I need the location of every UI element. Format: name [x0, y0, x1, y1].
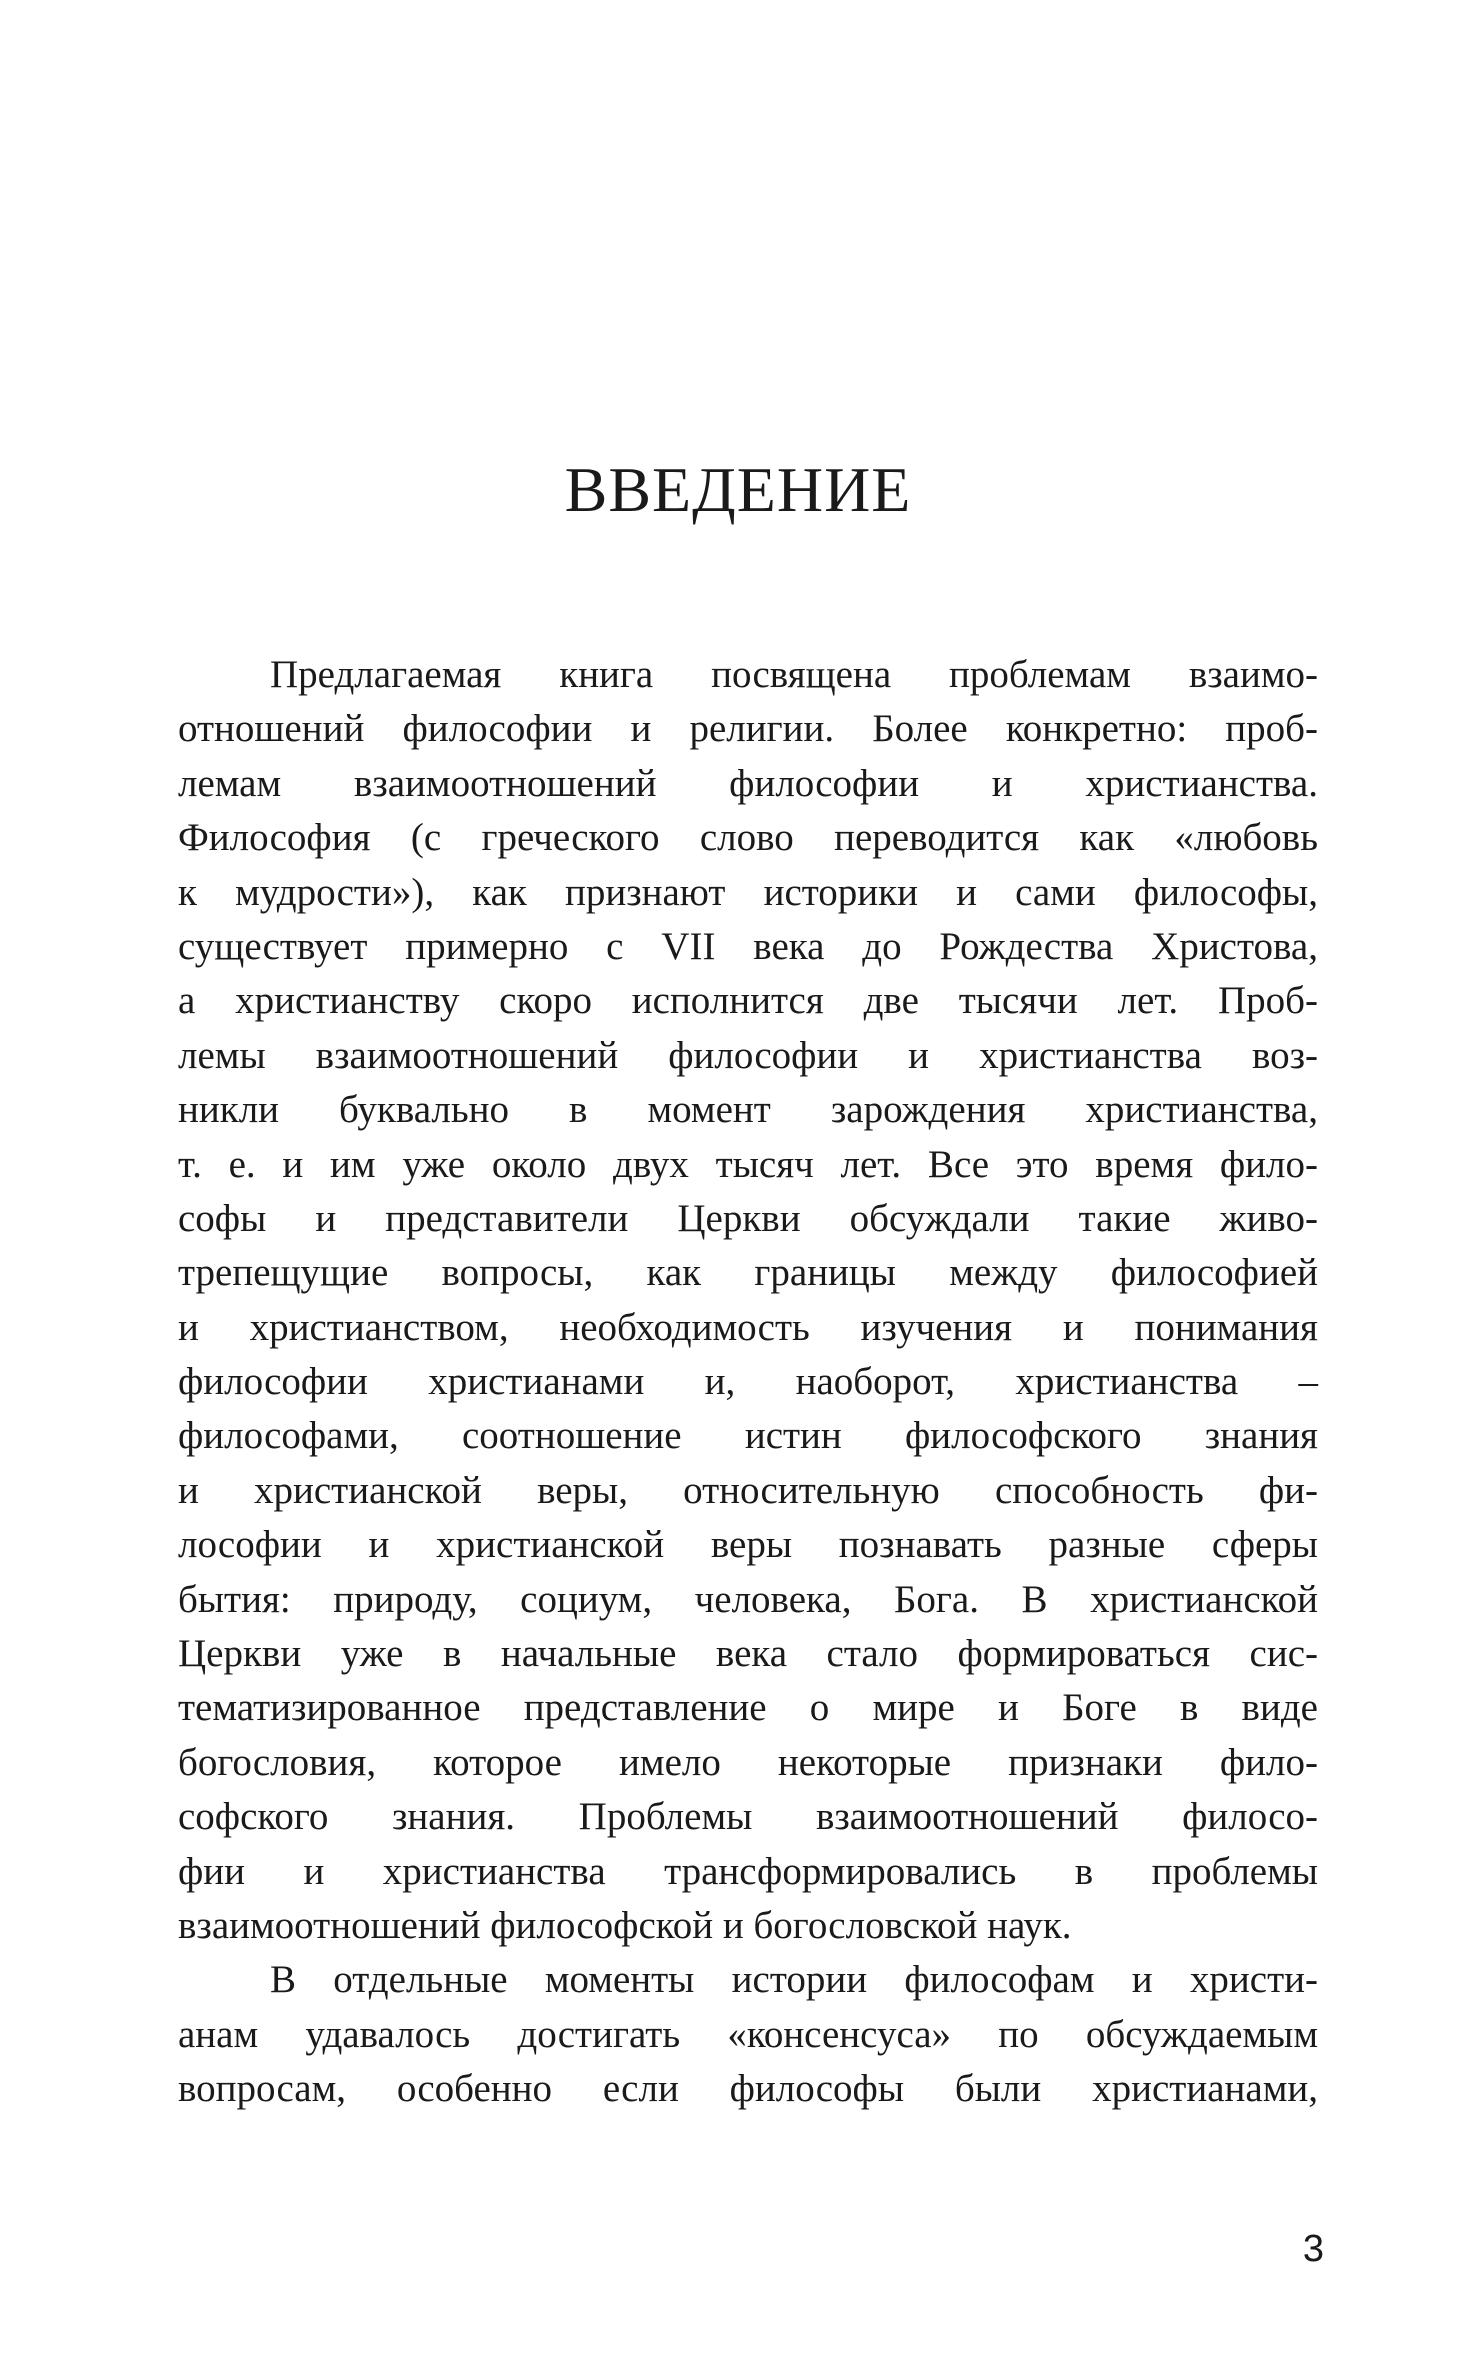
text-line: Предлагаемая книга посвящена проблемам взаимо-: [270, 653, 1318, 696]
text-line: тематизированное представление о мире и Боге в виде: [178, 1686, 1318, 1730]
text-line: взаимоотношений философской и богословской наук.: [178, 1903, 1072, 1947]
text-line: т. е. и им уже около двух тысяч лет. Все это время фило-: [178, 1142, 1318, 1186]
text-line: софского знания. Проблемы взаимоотношений филосо-: [178, 1795, 1318, 1839]
text-line: и христианской веры, относительную способность фи-: [178, 1468, 1318, 1512]
chapter-title: ВВЕДЕНИЕ: [564, 454, 912, 525]
text-line: бытия: природу, социум, человека, Бога. В христианской: [178, 1577, 1318, 1621]
text-line: никли буквально в момент зарождения христианства,: [178, 1088, 1318, 1132]
text-line: философами, соотношение истин философского знания: [178, 1414, 1318, 1458]
text-line: вопросам, особенно если философы были христианами,: [178, 2067, 1318, 2111]
text-line: и христианством, необходимость изучения и понимания: [178, 1305, 1318, 1349]
text-line: софы и представители Церкви обсуждали такие живо-: [178, 1196, 1318, 1240]
text-line: а христианству скоро исполнится две тысячи лет. Проб-: [178, 979, 1318, 1023]
text-line: фии и христианства трансформировались в проблемы: [178, 1849, 1318, 1893]
text-line: существует примерно с VII века до Рождества Христова,: [178, 924, 1318, 968]
text-line: трепещущие вопросы, как границы между философией: [178, 1251, 1318, 1295]
text-line: лемам взаимоотношений философии и христианства.: [178, 761, 1318, 805]
text-line: лемы взаимоотношений философии и христианства воз-: [178, 1033, 1318, 1077]
text-line: к мудрости»), как признают историки и сами философы,: [178, 870, 1318, 914]
text-line: Церкви уже в начальные века стало формироваться сис-: [178, 1632, 1318, 1676]
text-line: богословия, которое имело некоторые признаки фило-: [178, 1740, 1318, 1784]
text-line: лософии и христианской веры познавать разные сферы: [178, 1523, 1318, 1567]
text-line: отношений философии и религии. Более конкретно: проб-: [178, 707, 1318, 751]
text-line: анам удавалось достигать «консенсуса» по обсуждаемым: [178, 2012, 1318, 2056]
text-line: Философия (с греческого слово переводится как «любовь: [178, 816, 1318, 860]
page-number: 3: [1302, 2228, 1324, 2270]
text-line: философии христианами и, наоборот, христианства –: [178, 1360, 1318, 1404]
body-text: [178, 648, 1318, 2117]
text-line: В отдельные моменты истории философам и христи-: [270, 1958, 1318, 2002]
